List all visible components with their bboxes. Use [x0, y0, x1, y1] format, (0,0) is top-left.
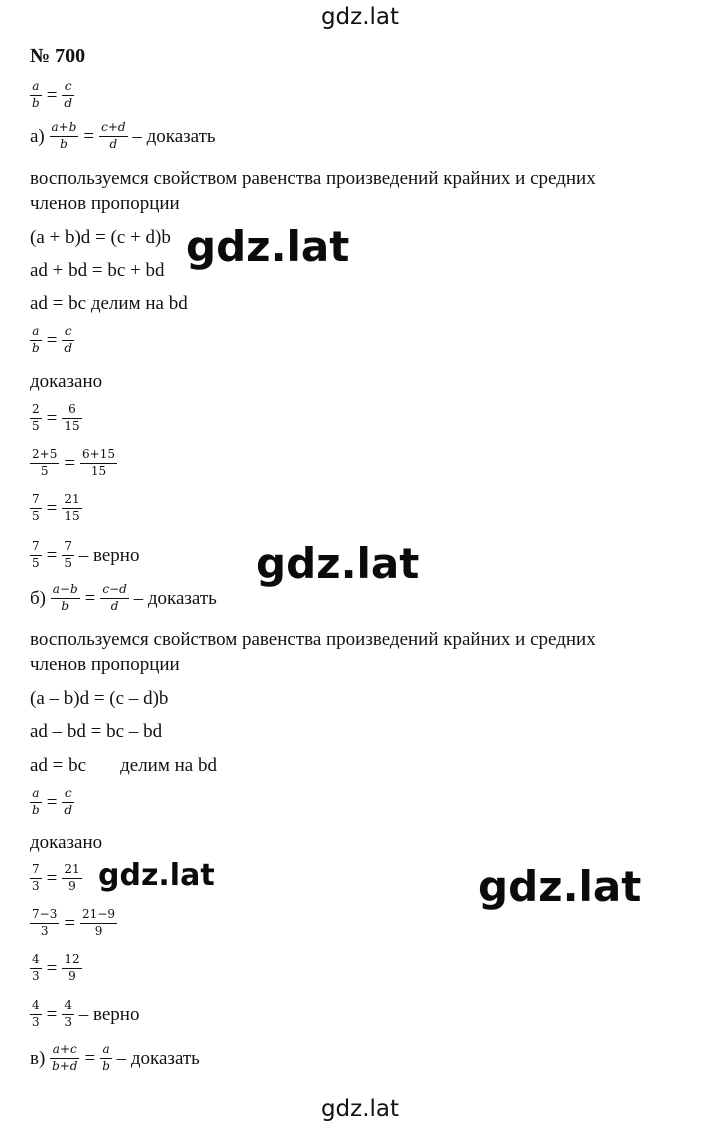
- fraction: $\frac{a-b}{b}$: [52, 582, 78, 613]
- part-a-step-2: ad + bd = bc + bd: [30, 260, 165, 281]
- problem-number: № 700: [30, 45, 86, 67]
- fraction: $\frac{7}{5}$: [32, 492, 40, 523]
- site-header: gdz.lat: [320, 4, 400, 30]
- fraction: $\frac{a}{b}$: [32, 324, 40, 355]
- fraction: $\frac{c-d}{d}$: [102, 582, 127, 613]
- watermark: gdz.lat: [98, 858, 215, 893]
- part-b-result: $\frac{a}{b}$ = $\frac{c}{d}$: [32, 786, 73, 817]
- part-a-explanation-1: воспользуемся свойством равенства произведений крайних и средних: [30, 168, 596, 189]
- part-a-step-3: ad = bc делим на bd: [30, 293, 188, 314]
- part-a-example-4: $\frac{7}{5}$ = $\frac{7}{5}$ – верно: [32, 539, 140, 570]
- fraction: $\frac{a}{b}$: [102, 1042, 110, 1073]
- watermark: gdz.lat: [256, 539, 420, 588]
- fraction: $\frac{c}{d}$: [64, 324, 73, 355]
- fraction: $\frac{6}{15}$: [64, 402, 80, 433]
- part-b-example-4: $\frac{4}{3}$ = $\frac{4}{3}$ – верно: [32, 998, 140, 1029]
- fraction: $\frac{2+5}{5}$: [32, 447, 58, 478]
- part-a-proved: доказано: [30, 371, 103, 392]
- fraction: $\frac{4}{3}$: [32, 998, 40, 1029]
- part-a-example-1: $\frac{2}{5}$ = $\frac{6}{15}$: [32, 402, 80, 433]
- fraction: $\frac{7}{3}$: [32, 862, 40, 893]
- fraction: $\frac{4}{3}$: [64, 998, 72, 1029]
- fraction: $\frac{a}{b}$: [32, 79, 40, 110]
- part-b-step-2: ad – bd = bc – bd: [30, 721, 163, 742]
- part-b-explanation-2: членов пропорции: [30, 654, 180, 675]
- fraction: $\frac{2}{5}$: [32, 402, 40, 433]
- part-b-proved: доказано: [30, 832, 103, 853]
- fraction: $\frac{7-3}{3}$: [32, 907, 58, 938]
- part-b-step-3: ad = bc делим на bd: [30, 755, 217, 776]
- part-b-example-3: $\frac{4}{3}$ = $\frac{12}{9}$: [32, 952, 80, 983]
- part-a-result: $\frac{a}{b}$ = $\frac{c}{d}$: [32, 324, 73, 355]
- watermark: gdz.lat: [478, 862, 642, 911]
- fraction: $\frac{4}{3}$: [32, 952, 40, 983]
- part-b-example-1: $\frac{7}{3}$ = $\frac{21}{9}$: [32, 862, 80, 893]
- fraction: $\frac{a}{b}$: [32, 786, 40, 817]
- part-a-example-3: $\frac{7}{5}$ = $\frac{21}{15}$: [32, 492, 80, 523]
- part-b-explanation-1: воспользуемся свойством равенства произведений крайних и средних: [30, 629, 596, 650]
- part-a-step-1: (a + b)d = (c + d)b: [30, 227, 171, 248]
- part-a-statement: а) $\frac{a+b}{b}$ = $\frac{c+d}{d}$ – доказать: [30, 120, 216, 151]
- fraction: $\frac{21}{9}$: [64, 862, 80, 893]
- fraction: $\frac{21-9}{9}$: [82, 907, 116, 938]
- fraction: $\frac{21}{15}$: [64, 492, 80, 523]
- part-b-step-1: (a – b)d = (c – d)b: [30, 688, 169, 709]
- part-a-explanation-2: членов пропорции: [30, 193, 180, 214]
- given-proportion: $\frac{a}{b}$ = $\frac{c}{d}$: [32, 79, 73, 110]
- site-footer: gdz.lat: [320, 1096, 400, 1122]
- fraction: $\frac{c+d}{d}$: [101, 120, 126, 151]
- fraction: $\frac{7}{5}$: [64, 539, 72, 570]
- part-a-example-2: $\frac{2+5}{5}$ = $\frac{6+15}{15}$: [32, 447, 116, 478]
- part-c-statement: в) $\frac{a+c}{b+d}$ = $\frac{a}{b}$ – доказать: [30, 1042, 200, 1073]
- fraction: $\frac{a+b}{b}$: [51, 120, 77, 151]
- part-b-example-2: $\frac{7-3}{3}$ = $\frac{21-9}{9}$: [32, 907, 116, 938]
- fraction: $\frac{c}{d}$: [64, 79, 73, 110]
- fraction: $\frac{6+15}{15}$: [82, 447, 116, 478]
- fraction: $\frac{12}{9}$: [64, 952, 80, 983]
- fraction: $\frac{a+c}{b+d}$: [52, 1042, 78, 1073]
- watermark: gdz.lat: [186, 222, 350, 271]
- part-b-statement: б) $\frac{a-b}{b}$ = $\frac{c-d}{d}$ – доказать: [30, 582, 217, 613]
- fraction: $\frac{c}{d}$: [64, 786, 73, 817]
- fraction: $\frac{7}{5}$: [32, 539, 40, 570]
